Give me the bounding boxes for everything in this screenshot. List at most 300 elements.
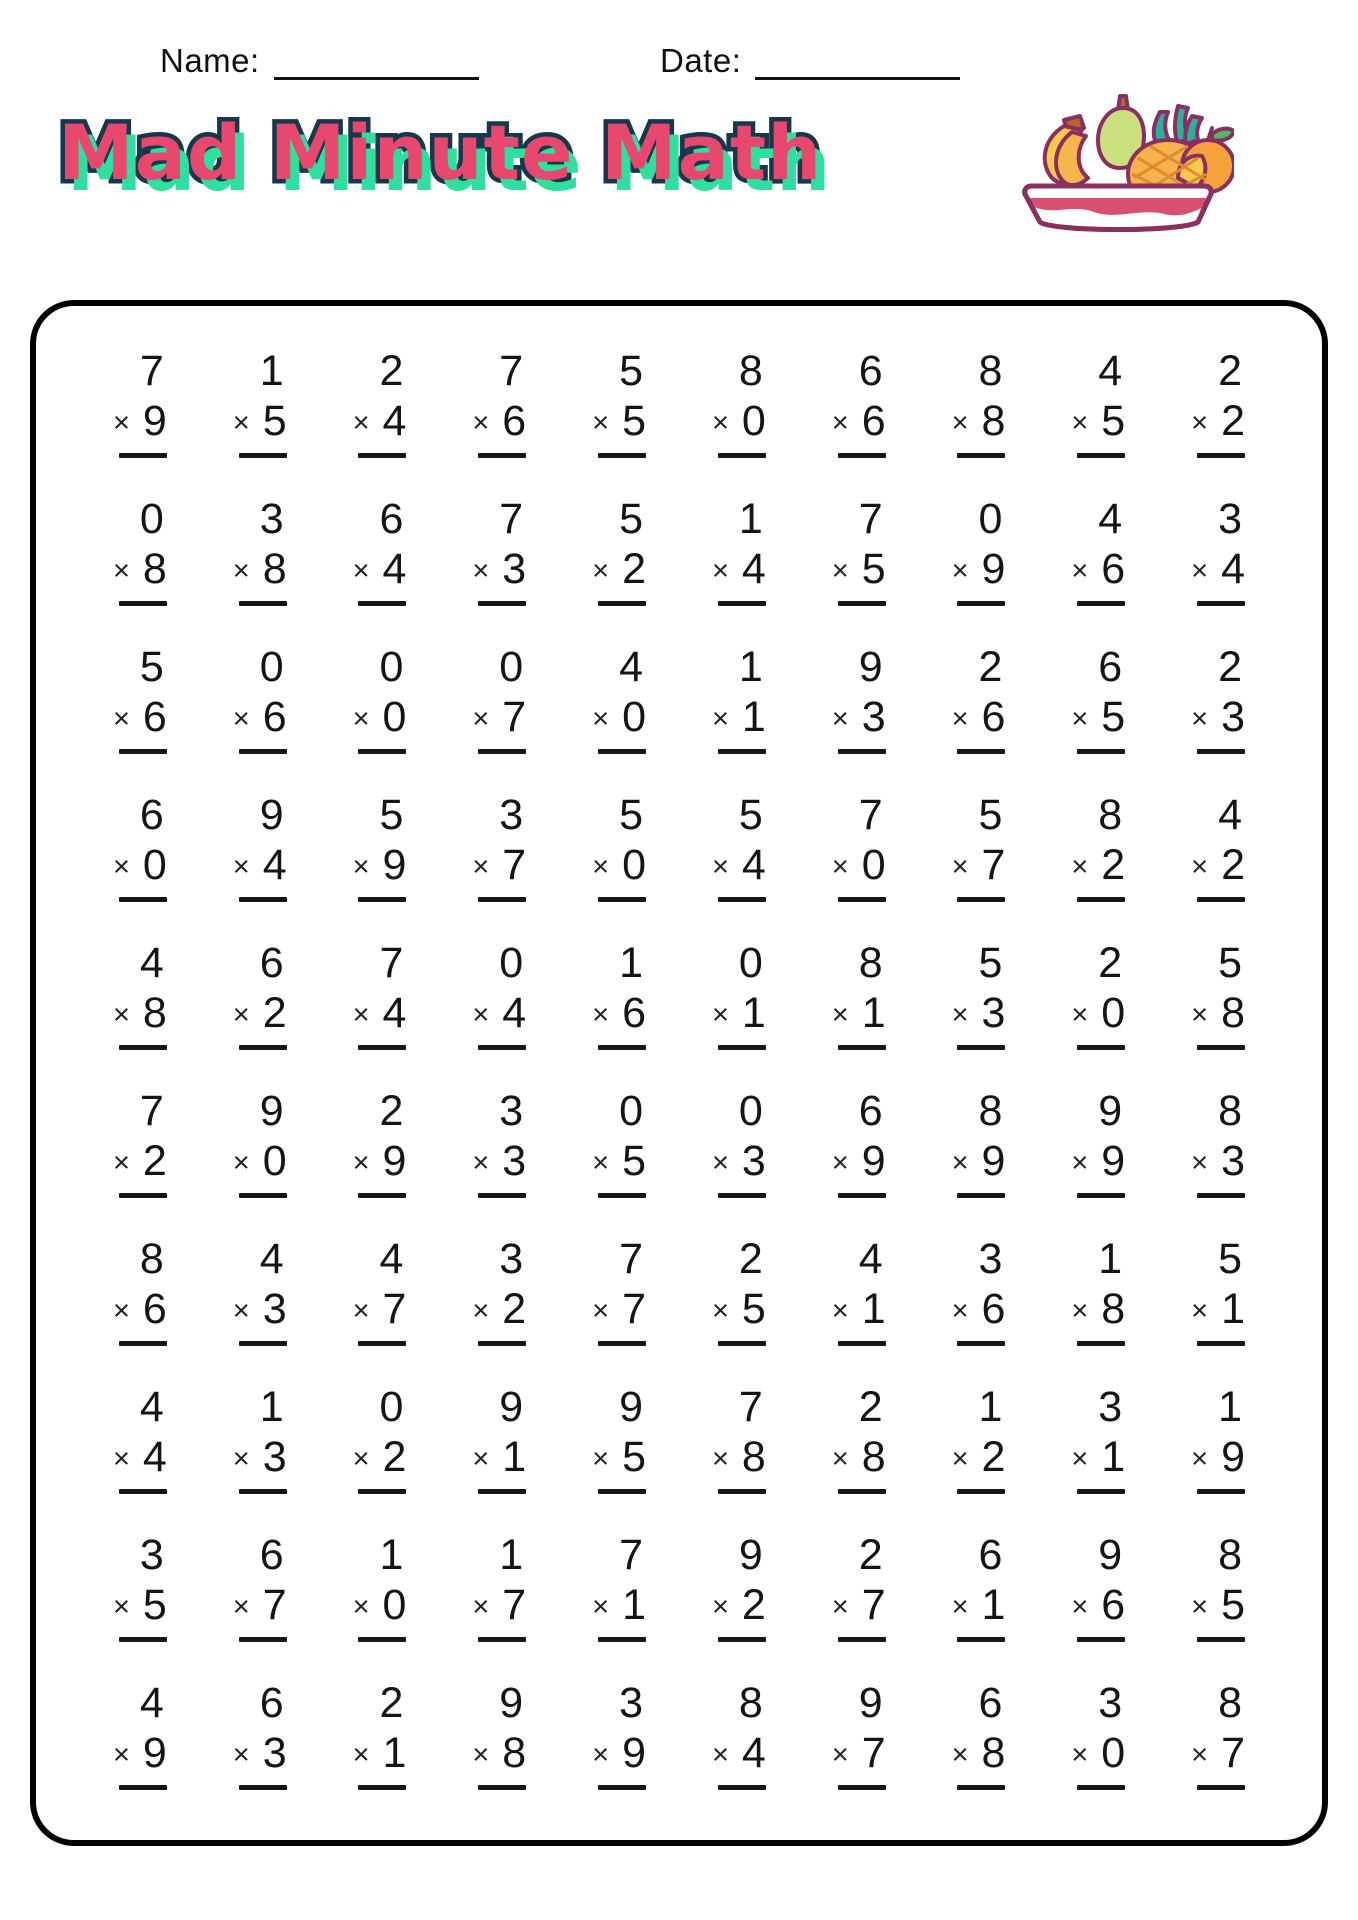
date-write-line[interactable]: [755, 42, 960, 80]
multiplier: 5: [262, 397, 287, 445]
multiplicand: 4: [379, 1235, 404, 1283]
answer-line[interactable]: [478, 1489, 526, 1494]
multiplicand: 3: [139, 1531, 164, 1579]
multiplier: 9: [1101, 1137, 1126, 1185]
answer-line[interactable]: [838, 1785, 886, 1790]
name-write-line[interactable]: [274, 42, 479, 80]
multiply-operator: ×: [352, 555, 370, 587]
multiplicand: 9: [259, 1087, 284, 1135]
multiplicand: 9: [858, 1679, 883, 1727]
answer-line[interactable]: [838, 1637, 886, 1642]
answer-line[interactable]: [838, 601, 886, 606]
multiply-operator: ×: [472, 1739, 490, 1771]
problem-cell: [559, 1366, 679, 1514]
multiplier: 5: [861, 545, 886, 593]
answer-line[interactable]: [1077, 1341, 1125, 1346]
problem-cell: [200, 330, 320, 478]
answer-line[interactable]: [957, 1637, 1005, 1642]
problem-cell: [320, 1662, 440, 1810]
answer-line[interactable]: [838, 749, 886, 754]
problem-cell: [1038, 1662, 1158, 1810]
multiplier: 3: [502, 1137, 527, 1185]
multiplier: 6: [861, 397, 886, 445]
multiplicand: 8: [1218, 1531, 1243, 1579]
multiplier: 6: [262, 693, 287, 741]
multiplier: 4: [142, 1433, 167, 1481]
multiplier: 4: [382, 989, 407, 1037]
multiplicand: 1: [1098, 1235, 1123, 1283]
problem-cell: [559, 774, 679, 922]
answer-line[interactable]: [718, 897, 766, 902]
multiplier: 6: [502, 397, 527, 445]
multiplier: 2: [622, 545, 647, 593]
multiply-operator: ×: [1191, 1591, 1209, 1623]
name-field: [160, 42, 479, 80]
multiplier: 0: [382, 1581, 407, 1629]
answer-line[interactable]: [598, 1637, 646, 1642]
problem-cell: [200, 1366, 320, 1514]
multiply-operator: ×: [472, 407, 490, 439]
multiply-operator: ×: [592, 1591, 610, 1623]
multiplier: 8: [981, 1729, 1006, 1777]
multiplicand: 1: [259, 347, 284, 395]
multiplicand: 3: [1098, 1679, 1123, 1727]
problem-cell: [1158, 626, 1278, 774]
multiplicand: 5: [619, 791, 644, 839]
multiplier: 3: [741, 1137, 766, 1185]
multiplicand: 5: [978, 939, 1003, 987]
problem-cell: [559, 1070, 679, 1218]
multiply-operator: ×: [1191, 1443, 1209, 1475]
multiplicand: 9: [499, 1679, 524, 1727]
multiply-operator: ×: [472, 999, 490, 1031]
answer-line[interactable]: [239, 601, 287, 606]
answer-line[interactable]: [239, 1193, 287, 1198]
multiplicand: 6: [978, 1679, 1003, 1727]
multiplicand: 0: [379, 1383, 404, 1431]
answer-line[interactable]: [1077, 1489, 1125, 1494]
multiply-operator: ×: [831, 1443, 849, 1475]
multiplicand: 7: [379, 939, 404, 987]
answer-line[interactable]: [239, 1637, 287, 1642]
answer-line[interactable]: [358, 453, 406, 458]
problem-cell: [559, 922, 679, 1070]
multiplier: 7: [502, 693, 527, 741]
problem-cell: [320, 478, 440, 626]
answer-line[interactable]: [358, 601, 406, 606]
answer-line[interactable]: [119, 1637, 167, 1642]
multiplicand: 1: [978, 1383, 1003, 1431]
multiplicand: 1: [619, 939, 644, 987]
answer-line[interactable]: [119, 1193, 167, 1198]
multiply-operator: ×: [711, 1295, 729, 1327]
multiply-operator: ×: [232, 999, 250, 1031]
multiplicand: 5: [1218, 1235, 1243, 1283]
answer-line[interactable]: [239, 1489, 287, 1494]
answer-line[interactable]: [598, 453, 646, 458]
answer-line[interactable]: [957, 453, 1005, 458]
problem-cell: [1158, 774, 1278, 922]
multiplier: 9: [142, 1729, 167, 1777]
multiplicand: 8: [1098, 791, 1123, 839]
multiplier: 0: [1101, 1729, 1126, 1777]
problem-cell: [320, 1070, 440, 1218]
multiply-operator: ×: [232, 555, 250, 587]
answer-line[interactable]: [718, 749, 766, 754]
multiplicand: 1: [379, 1531, 404, 1579]
problem-cell: [439, 330, 559, 478]
problem-cell: [1158, 1366, 1278, 1514]
multiplier: 2: [1101, 841, 1126, 889]
problem-cell: [200, 626, 320, 774]
multiply-operator: ×: [112, 1295, 130, 1327]
multiply-operator: ×: [1191, 1295, 1209, 1327]
answer-line[interactable]: [358, 897, 406, 902]
answer-line[interactable]: [598, 1785, 646, 1790]
multiply-operator: ×: [831, 407, 849, 439]
multiplicand: 7: [499, 347, 524, 395]
date-label: Date:: [660, 42, 742, 79]
problem-cell: [799, 478, 919, 626]
multiplier: 3: [861, 693, 886, 741]
problem-cell: [559, 478, 679, 626]
answer-line[interactable]: [358, 1637, 406, 1642]
answer-line[interactable]: [838, 897, 886, 902]
multiplicand: 5: [619, 495, 644, 543]
answer-line[interactable]: [1197, 1341, 1245, 1346]
problem-cell: [200, 922, 320, 1070]
answer-line[interactable]: [478, 1045, 526, 1050]
answer-line[interactable]: [957, 1193, 1005, 1198]
multiplicand: 7: [139, 347, 164, 395]
multiplicand: 9: [1098, 1531, 1123, 1579]
multiply-operator: ×: [831, 1591, 849, 1623]
multiply-operator: ×: [1191, 555, 1209, 587]
answer-line[interactable]: [1197, 1637, 1245, 1642]
answer-line[interactable]: [358, 749, 406, 754]
answer-line[interactable]: [119, 1785, 167, 1790]
answer-line[interactable]: [718, 453, 766, 458]
problem-cell: [1038, 1366, 1158, 1514]
answer-line[interactable]: [119, 601, 167, 606]
multiplier: 5: [622, 1137, 647, 1185]
answer-line[interactable]: [838, 1045, 886, 1050]
multiplier: 0: [1101, 989, 1126, 1037]
multiply-operator: ×: [711, 999, 729, 1031]
multiplier: 2: [981, 1433, 1006, 1481]
problem-cell: [1158, 478, 1278, 626]
answer-line[interactable]: [1197, 453, 1245, 458]
multiply-operator: ×: [1191, 1739, 1209, 1771]
multiplicand: 0: [259, 643, 284, 691]
multiply-operator: ×: [352, 407, 370, 439]
multiply-operator: ×: [352, 1591, 370, 1623]
answer-line[interactable]: [239, 453, 287, 458]
answer-line[interactable]: [1197, 1785, 1245, 1790]
multiplicand: 0: [738, 939, 763, 987]
answer-line[interactable]: [718, 1193, 766, 1198]
multiplicand: 2: [1218, 643, 1243, 691]
multiplier: 4: [382, 545, 407, 593]
problem-cell: [80, 1366, 200, 1514]
answer-line[interactable]: [119, 453, 167, 458]
answer-line[interactable]: [1197, 1193, 1245, 1198]
multiplier: 4: [741, 545, 766, 593]
multiplier: 7: [502, 841, 527, 889]
answer-line[interactable]: [957, 1045, 1005, 1050]
multiplicand: 7: [858, 495, 883, 543]
answer-line[interactable]: [478, 601, 526, 606]
answer-line[interactable]: [119, 1489, 167, 1494]
answer-line[interactable]: [718, 1637, 766, 1642]
answer-line[interactable]: [838, 453, 886, 458]
multiply-operator: ×: [472, 1591, 490, 1623]
answer-line[interactable]: [478, 897, 526, 902]
multiplicand: 9: [858, 643, 883, 691]
multiplier: 1: [861, 989, 886, 1037]
answer-line[interactable]: [1077, 1193, 1125, 1198]
problems-grid: [36, 306, 1322, 1840]
answer-line[interactable]: [598, 897, 646, 902]
multiply-operator: ×: [831, 1147, 849, 1179]
multiplicand: 8: [738, 347, 763, 395]
date-field: [660, 42, 960, 80]
answer-line[interactable]: [239, 897, 287, 902]
multiplicand: 5: [1218, 939, 1243, 987]
multiply-operator: ×: [1071, 999, 1089, 1031]
multiplicand: 3: [1218, 495, 1243, 543]
multiply-operator: ×: [951, 1739, 969, 1771]
multiplicand: 4: [858, 1235, 883, 1283]
answer-line[interactable]: [718, 1489, 766, 1494]
problem-cell: [1038, 1514, 1158, 1662]
multiplier: 2: [502, 1285, 527, 1333]
multiplier: 8: [861, 1433, 886, 1481]
problem-cell: [1158, 922, 1278, 1070]
problem-cell: [200, 1070, 320, 1218]
multiplier: 1: [382, 1729, 407, 1777]
problem-cell: [200, 478, 320, 626]
answer-line[interactable]: [358, 1045, 406, 1050]
answer-line[interactable]: [1197, 1045, 1245, 1050]
problem-cell: [919, 330, 1039, 478]
problem-cell: [799, 1366, 919, 1514]
problem-cell: [200, 1218, 320, 1366]
multiply-operator: ×: [232, 1443, 250, 1475]
answer-line[interactable]: [598, 749, 646, 754]
multiply-operator: ×: [711, 555, 729, 587]
multiplicand: 2: [379, 1087, 404, 1135]
problem-cell: [80, 330, 200, 478]
multiplier: 0: [262, 1137, 287, 1185]
answer-line[interactable]: [239, 1785, 287, 1790]
answer-line[interactable]: [598, 1489, 646, 1494]
answer-line[interactable]: [598, 1193, 646, 1198]
answer-line[interactable]: [478, 749, 526, 754]
answer-line[interactable]: [718, 601, 766, 606]
multiplier: 9: [1221, 1433, 1246, 1481]
problem-cell: [679, 1218, 799, 1366]
multiplier: 7: [861, 1581, 886, 1629]
answer-line[interactable]: [358, 1489, 406, 1494]
answer-line[interactable]: [598, 601, 646, 606]
multiply-operator: ×: [112, 1443, 130, 1475]
problem-cell: [439, 1070, 559, 1218]
multiplier: 4: [741, 841, 766, 889]
multiplier: 5: [1101, 397, 1126, 445]
multiplier: 1: [1221, 1285, 1246, 1333]
multiplier: 8: [1221, 989, 1246, 1037]
answer-line[interactable]: [957, 601, 1005, 606]
answer-line[interactable]: [119, 897, 167, 902]
answer-line[interactable]: [1077, 601, 1125, 606]
answer-line[interactable]: [1077, 749, 1125, 754]
multiplicand: 6: [259, 1679, 284, 1727]
answer-line[interactable]: [1197, 1489, 1245, 1494]
problem-cell: [80, 1070, 200, 1218]
multiply-operator: ×: [1071, 1443, 1089, 1475]
multiplier: 2: [262, 989, 287, 1037]
answer-line[interactable]: [358, 1341, 406, 1346]
problem-cell: [1038, 1070, 1158, 1218]
multiply-operator: ×: [352, 851, 370, 883]
multiplier: 8: [262, 545, 287, 593]
answer-line[interactable]: [478, 1785, 526, 1790]
problem-cell: [799, 626, 919, 774]
answer-line[interactable]: [838, 1341, 886, 1346]
multiply-operator: ×: [592, 555, 610, 587]
problem-cell: [1038, 330, 1158, 478]
multiplicand: 8: [738, 1679, 763, 1727]
multiplicand: 3: [499, 791, 524, 839]
problem-cell: [919, 922, 1039, 1070]
multiplicand: 3: [499, 1235, 524, 1283]
answer-line[interactable]: [1197, 749, 1245, 754]
answer-line[interactable]: [838, 1489, 886, 1494]
multiply-operator: ×: [472, 1443, 490, 1475]
problem-cell: [919, 626, 1039, 774]
multiplier: 0: [861, 841, 886, 889]
multiplicand: 6: [1098, 643, 1123, 691]
multiplicand: 1: [738, 495, 763, 543]
answer-line[interactable]: [957, 1489, 1005, 1494]
multiply-operator: ×: [112, 999, 130, 1031]
problem-cell: [439, 1662, 559, 1810]
answer-line[interactable]: [119, 1341, 167, 1346]
answer-line[interactable]: [119, 749, 167, 754]
multiplicand: 1: [738, 643, 763, 691]
problem-cell: [559, 330, 679, 478]
answer-line[interactable]: [718, 1341, 766, 1346]
problem-cell: [679, 478, 799, 626]
answer-line[interactable]: [838, 1193, 886, 1198]
answer-line[interactable]: [1077, 1785, 1125, 1790]
multiplicand: 1: [1218, 1383, 1243, 1431]
multiplicand: 6: [259, 1531, 284, 1579]
problem-cell: [80, 478, 200, 626]
multiplier: 6: [142, 693, 167, 741]
answer-line[interactable]: [1077, 1637, 1125, 1642]
multiplicand: 7: [619, 1235, 644, 1283]
answer-line[interactable]: [239, 1045, 287, 1050]
multiplicand: 5: [379, 791, 404, 839]
multiply-operator: ×: [711, 1443, 729, 1475]
answer-line[interactable]: [1077, 453, 1125, 458]
answer-line[interactable]: [957, 749, 1005, 754]
answer-line[interactable]: [478, 453, 526, 458]
answer-line[interactable]: [239, 749, 287, 754]
answer-line[interactable]: [598, 1341, 646, 1346]
multiplicand: 2: [858, 1383, 883, 1431]
multiplicand: 0: [499, 643, 524, 691]
multiplicand: 8: [139, 1235, 164, 1283]
answer-line[interactable]: [598, 1045, 646, 1050]
multiplier: 5: [1221, 1581, 1246, 1629]
multiplier: 7: [502, 1581, 527, 1629]
answer-line[interactable]: [1197, 897, 1245, 902]
problem-cell: [1038, 922, 1158, 1070]
multiplicand: 5: [619, 347, 644, 395]
answer-line[interactable]: [358, 1193, 406, 1198]
multiply-operator: ×: [711, 1591, 729, 1623]
answer-line[interactable]: [478, 1637, 526, 1642]
multiplier: 8: [1101, 1285, 1126, 1333]
multiplier: 3: [1221, 1137, 1246, 1185]
answer-line[interactable]: [478, 1193, 526, 1198]
multiply-operator: ×: [232, 1295, 250, 1327]
multiply-operator: ×: [951, 999, 969, 1031]
multiply-operator: ×: [1071, 555, 1089, 587]
answer-line[interactable]: [1077, 1045, 1125, 1050]
answer-line[interactable]: [957, 1785, 1005, 1790]
multiply-operator: ×: [951, 1295, 969, 1327]
multiply-operator: ×: [112, 703, 130, 735]
answer-line[interactable]: [718, 1785, 766, 1790]
multiplier: 7: [622, 1285, 647, 1333]
answer-line[interactable]: [239, 1341, 287, 1346]
answer-line[interactable]: [478, 1341, 526, 1346]
answer-line[interactable]: [1077, 897, 1125, 902]
answer-line[interactable]: [119, 1045, 167, 1050]
multiply-operator: ×: [232, 1739, 250, 1771]
multiplier: 5: [142, 1581, 167, 1629]
problem-cell: [799, 1218, 919, 1366]
multiply-operator: ×: [711, 407, 729, 439]
multiply-operator: ×: [352, 999, 370, 1031]
problem-cell: [919, 1070, 1039, 1218]
multiply-operator: ×: [951, 1443, 969, 1475]
problem-cell: [80, 626, 200, 774]
multiplicand: 2: [858, 1531, 883, 1579]
multiplicand: 5: [738, 791, 763, 839]
problem-cell: [679, 1366, 799, 1514]
multiply-operator: ×: [1191, 999, 1209, 1031]
multiply-operator: ×: [711, 1147, 729, 1179]
multiply-operator: ×: [1191, 407, 1209, 439]
answer-line[interactable]: [718, 1045, 766, 1050]
multiply-operator: ×: [232, 851, 250, 883]
problem-cell: [559, 1662, 679, 1810]
answer-line[interactable]: [957, 897, 1005, 902]
multiplicand: 2: [1098, 939, 1123, 987]
problem-cell: [439, 774, 559, 922]
multiplicand: 4: [139, 1383, 164, 1431]
multiplier: 6: [622, 989, 647, 1037]
answer-line[interactable]: [957, 1341, 1005, 1346]
answer-line[interactable]: [1197, 601, 1245, 606]
answer-line[interactable]: [358, 1785, 406, 1790]
problem-cell: [1038, 774, 1158, 922]
